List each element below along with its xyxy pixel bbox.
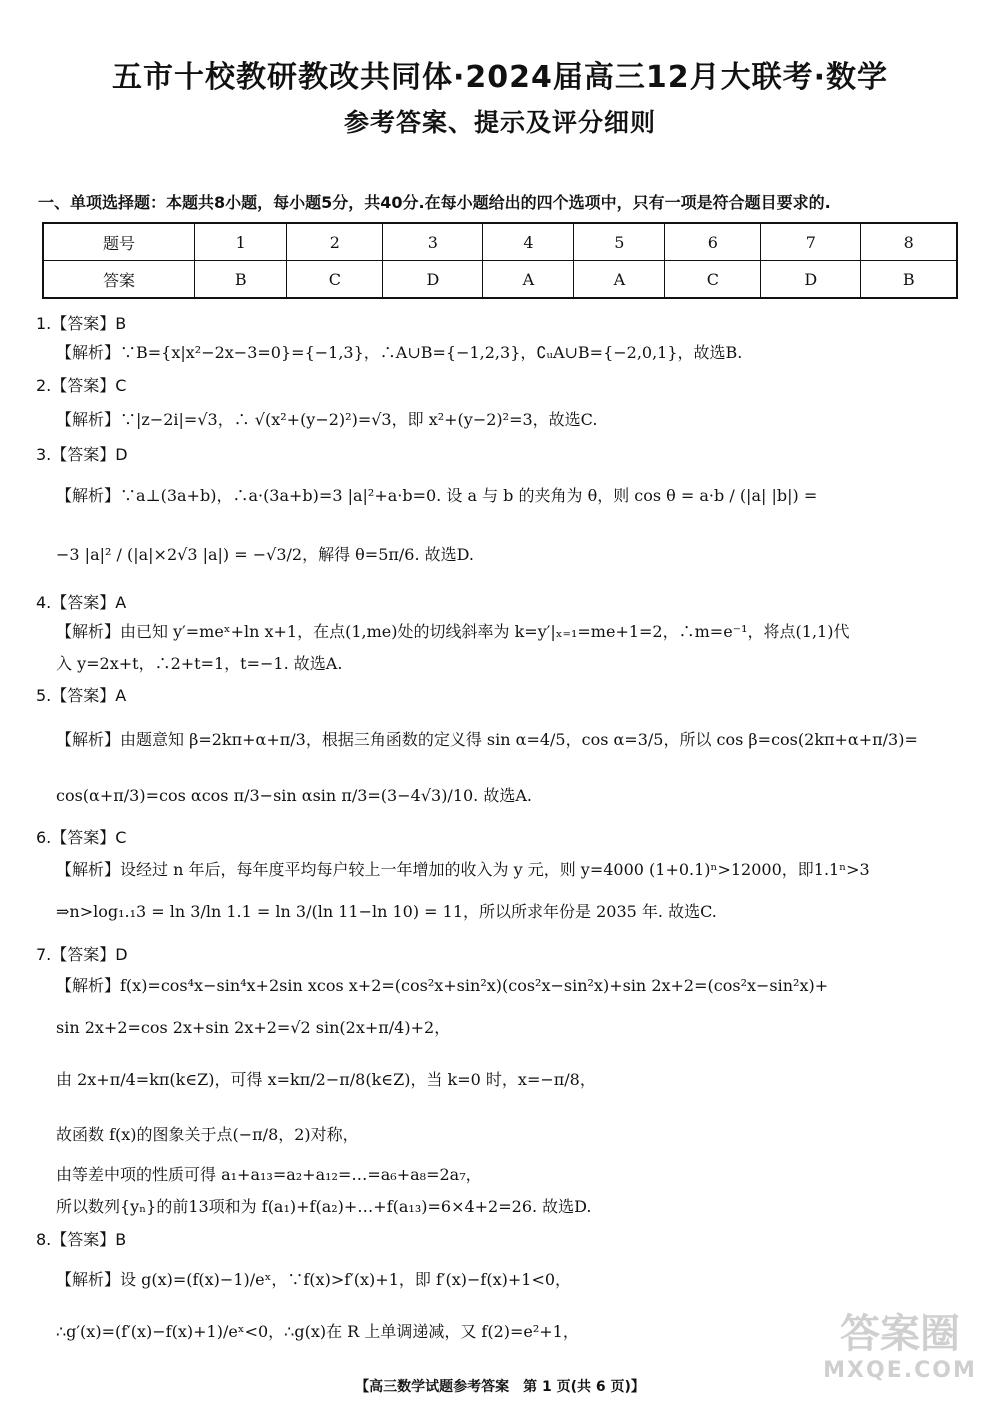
solution-7-line-6: 所以数列{yₙ}的前13项和为 f(a₁)+f(a₂)+…+f(a₁₃)=6×4+2=26. 故选D.	[56, 1197, 592, 1216]
question-number: 6	[665, 223, 761, 261]
solution-4-line-1: 【解析】由已知 y′=meˣ+ln x+1，在点(1,me)处的切线斜率为 k=y′|ₓ₌₁=me+1=2，∴m=e⁻¹，将点(1,1)代	[56, 622, 850, 641]
solution-7-line-1: 【解析】f(x)=cos⁴x−sin⁴x+2sin xcos x+2=(cos²x+sin²x)(cos²x−sin²x)+sin 2x+2=(cos²x−sin²x)+	[56, 976, 829, 995]
answer-cell: B	[195, 261, 287, 299]
answer-7: 7.【答案】D	[36, 945, 128, 964]
row-label-number: 题号	[43, 223, 195, 261]
answer-6: 6.【答案】C	[36, 828, 127, 847]
solution-2: 【解析】∵|z−2i|=√3，∴ √(x²+(y−2)²)=√3，即 x²+(y−2)²=3，故选C.	[56, 410, 598, 429]
answer-5: 5.【答案】A	[36, 686, 127, 705]
answer-cell: D	[383, 261, 483, 299]
section-heading: 一、单项选择题：本题共8小题，每小题5分，共40分.在每小题给出的四个选项中，只有一项是符合题目要求的.	[38, 193, 831, 212]
answer-cell: C	[287, 261, 383, 299]
solution-8-line-2: ∴g′(x)=(f′(x)−f(x)+1)/eˣ<0，∴g(x)在 R 上单调递减，又 f(2)=e²+1，	[56, 1322, 579, 1341]
solution-7-line-4: 故函数 f(x)的图象关于点(−π/8，2)对称，	[56, 1125, 359, 1144]
solution-6-line-1: 【解析】设经过 n 年后，每年度平均每户较上一年增加的收入为 y 元，则 y=4000 (1+0.1)ⁿ>12000，即1.1ⁿ>3	[56, 860, 870, 879]
answer-3: 3.【答案】D	[36, 445, 128, 464]
solution-4-line-2: 入 y=2x+t，∴2+t=1，t=−1. 故选A.	[56, 654, 343, 673]
solution-3-line-1: 【解析】∵a⊥(3a+b)，∴a·(3a+b)=3 |a|²+a·b=0. 设 a 与 b 的夹角为 θ，则 cos θ = a·b / (|a| |b|) =	[56, 486, 818, 505]
watermark-url: MXQE.COM	[823, 1358, 977, 1383]
solution-1: 【解析】∵B={x|x²−2x−3=0}={−1,3}，∴A∪B={−1,2,3}，∁ᵤA∪B={−2,0,1}，故选B.	[56, 343, 743, 362]
solution-5-line-2: cos(α+π/3)=cos αcos π/3−sin αsin π/3=(3−4√3)/10. 故选A.	[56, 786, 532, 805]
row-label-answer: 答案	[43, 261, 195, 299]
question-number: 7	[761, 223, 861, 261]
answer-8: 8.【答案】B	[36, 1230, 127, 1249]
solution-7-line-2: sin 2x+2=cos 2x+sin 2x+2=√2 sin(2x+π/4)+2，	[56, 1018, 451, 1037]
answer-cell: A	[483, 261, 574, 299]
question-number: 1	[195, 223, 287, 261]
answer-4: 4.【答案】A	[36, 593, 127, 612]
answer-2: 2.【答案】C	[36, 376, 127, 395]
question-number: 4	[483, 223, 574, 261]
watermark-logo	[810, 1310, 990, 1400]
table-row	[43, 223, 957, 261]
answer-1: 1.【答案】B	[36, 314, 127, 333]
page-footer: 【高三数学试题参考答案 第 1 页(共 6 页)】	[355, 1379, 645, 1395]
watermark-text: 答案圈	[840, 1311, 960, 1357]
table-row	[43, 261, 957, 299]
question-number: 8	[861, 223, 957, 261]
solution-8-line-1: 【解析】设 g(x)=(f(x)−1)/eˣ，∵f(x)>f′(x)+1，即 f′(x)−f(x)+1<0，	[56, 1270, 572, 1289]
question-number: 2	[287, 223, 383, 261]
question-number: 5	[574, 223, 665, 261]
page-title: 五市十校教研教改共同体·2024届高三12月大联考·数学	[111, 60, 889, 95]
answer-cell: A	[574, 261, 665, 299]
answer-cell: D	[761, 261, 861, 299]
question-number: 3	[383, 223, 483, 261]
solution-7-line-3: 由 2x+π/4=kπ(k∈Z)，可得 x=kπ/2−π/8(k∈Z)，当 k=0 时，x=−π/8，	[56, 1070, 596, 1089]
answer-cell: C	[665, 261, 761, 299]
solution-6-line-2: ⇒n>log₁.₁3 = ln 3/ln 1.1 = ln 3/(ln 11−ln 10) = 11，所以所求年份是 2035 年. 故选C.	[56, 902, 717, 921]
solution-5-line-1: 【解析】由题意知 β=2kπ+α+π/3，根据三角函数的定义得 sin α=4/5，cos α=3/5，所以 cos β=cos(2kπ+α+π/3)=	[56, 730, 918, 749]
solution-7-line-5: 由等差中项的性质可得 a₁+a₁₃=a₂+a₁₂=…=a₆+a₈=2a₇，	[56, 1165, 482, 1184]
solution-3-line-2: −3 |a|² / (|a|×2√3 |a|) = −√3/2，解得 θ=5π/6. 故选D.	[56, 545, 474, 564]
page-subtitle: 参考答案、提示及评分细则	[343, 108, 656, 137]
answer-cell: B	[861, 261, 957, 299]
answer-table	[42, 222, 958, 299]
